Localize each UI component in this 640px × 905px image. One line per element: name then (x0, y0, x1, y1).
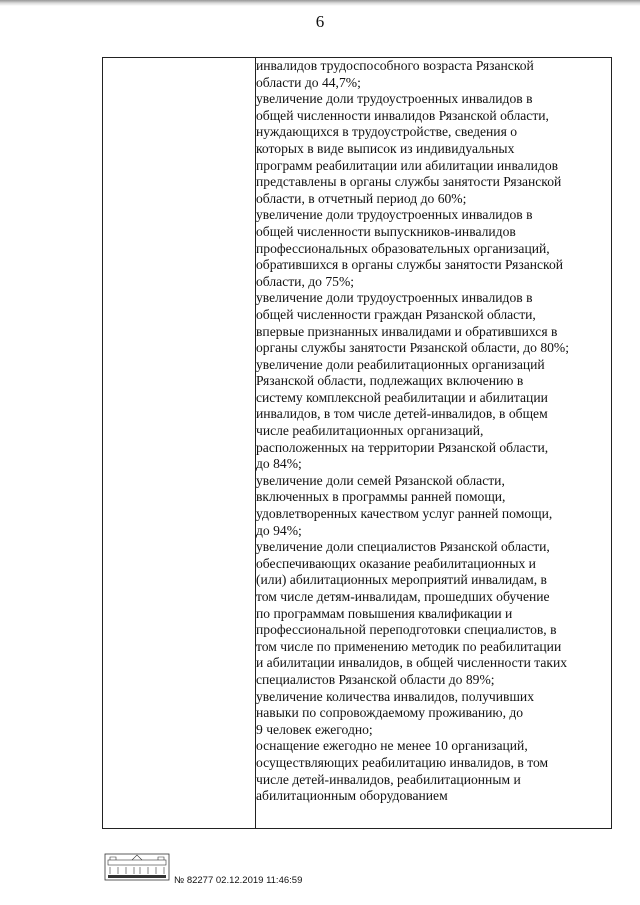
registry-stamp-logo (104, 853, 170, 881)
paragraph-rehab-organizations: увеличение доли реабилитационных организаций Рязанской области, подлежащих включению в систему комплексной реабилитации и абилитации инвалидов, в том числе детей-инвалидов, в общем числе реабилитационных организаций, расположенных на территории Рязанской области, до 84%; (256, 356, 549, 472)
paragraph-equipment: оснащение ежегодно не менее 10 организаций, осуществляющих реабилитацию инвалидов, в том числе детей-инвалидов, реабилитационным и абилитационным оборудованием (256, 738, 549, 804)
scan-top-edge (0, 0, 640, 6)
paragraph-disabled-working-age: инвалидов трудоспособного возраста Рязанской области до 44,7%; (256, 58, 534, 90)
paragraph-employed-graduates: увеличение доли трудоустроенных инвалидов в общей численности выпускников-инвалидов профессиональных образовательных организаций, обратившихся в органы службы занятости Рязанской области, до 75%; (256, 207, 564, 289)
table-left-cell (103, 58, 256, 829)
paragraph-supported-living: увеличение количества инвалидов, получивших навыки по сопровождаемому проживанию, до 9 человек ежегодно; (256, 688, 534, 737)
paragraph-employed-first-time: увеличение доли трудоустроенных инвалидов в общей численности граждан Рязанской области, впервые признанных инвалидами и обратившихся в органы службы занятости Рязанской области, до 80%; (256, 290, 570, 356)
page-number: 6 (315, 12, 325, 31)
paragraph-specialists-training: увеличение доли специалистов Рязанской области, обеспечивающих оказание реабилитационных и (или) абилитационных мероприятий инвалидам, в том числе детям-инвалидам, прошедших обучение по программам повышения квалификации и профессиональной переподготовки специалистов, в том числе по применению методик по реабилитации и абилитации инвалидов, в общей численности таких специалистов Рязанской области до 89%; (256, 539, 568, 687)
table-row (103, 58, 612, 829)
paragraph-employed-ipr: увеличение доли трудоустроенных инвалидов в общей численности инвалидов Рязанской области, нуждающихся в трудоустройстве, сведения о которых в виде выписок из индивидуальных программ реабилитации или абилитации инвалидов представлены в органы службы занятости Рязанской области, в отчетный период до 60%; (256, 91, 562, 206)
content-table (102, 57, 612, 829)
paragraph-early-help-families: увеличение доли семей Рязанской области, включенных в программы ранней помощи, удовлетворенных качеством услуг ранней помощи, до 94%; (256, 472, 553, 538)
registration-number: № 82277 02.12.2019 11:46:59 (174, 875, 303, 886)
table-right-cell (256, 58, 612, 829)
